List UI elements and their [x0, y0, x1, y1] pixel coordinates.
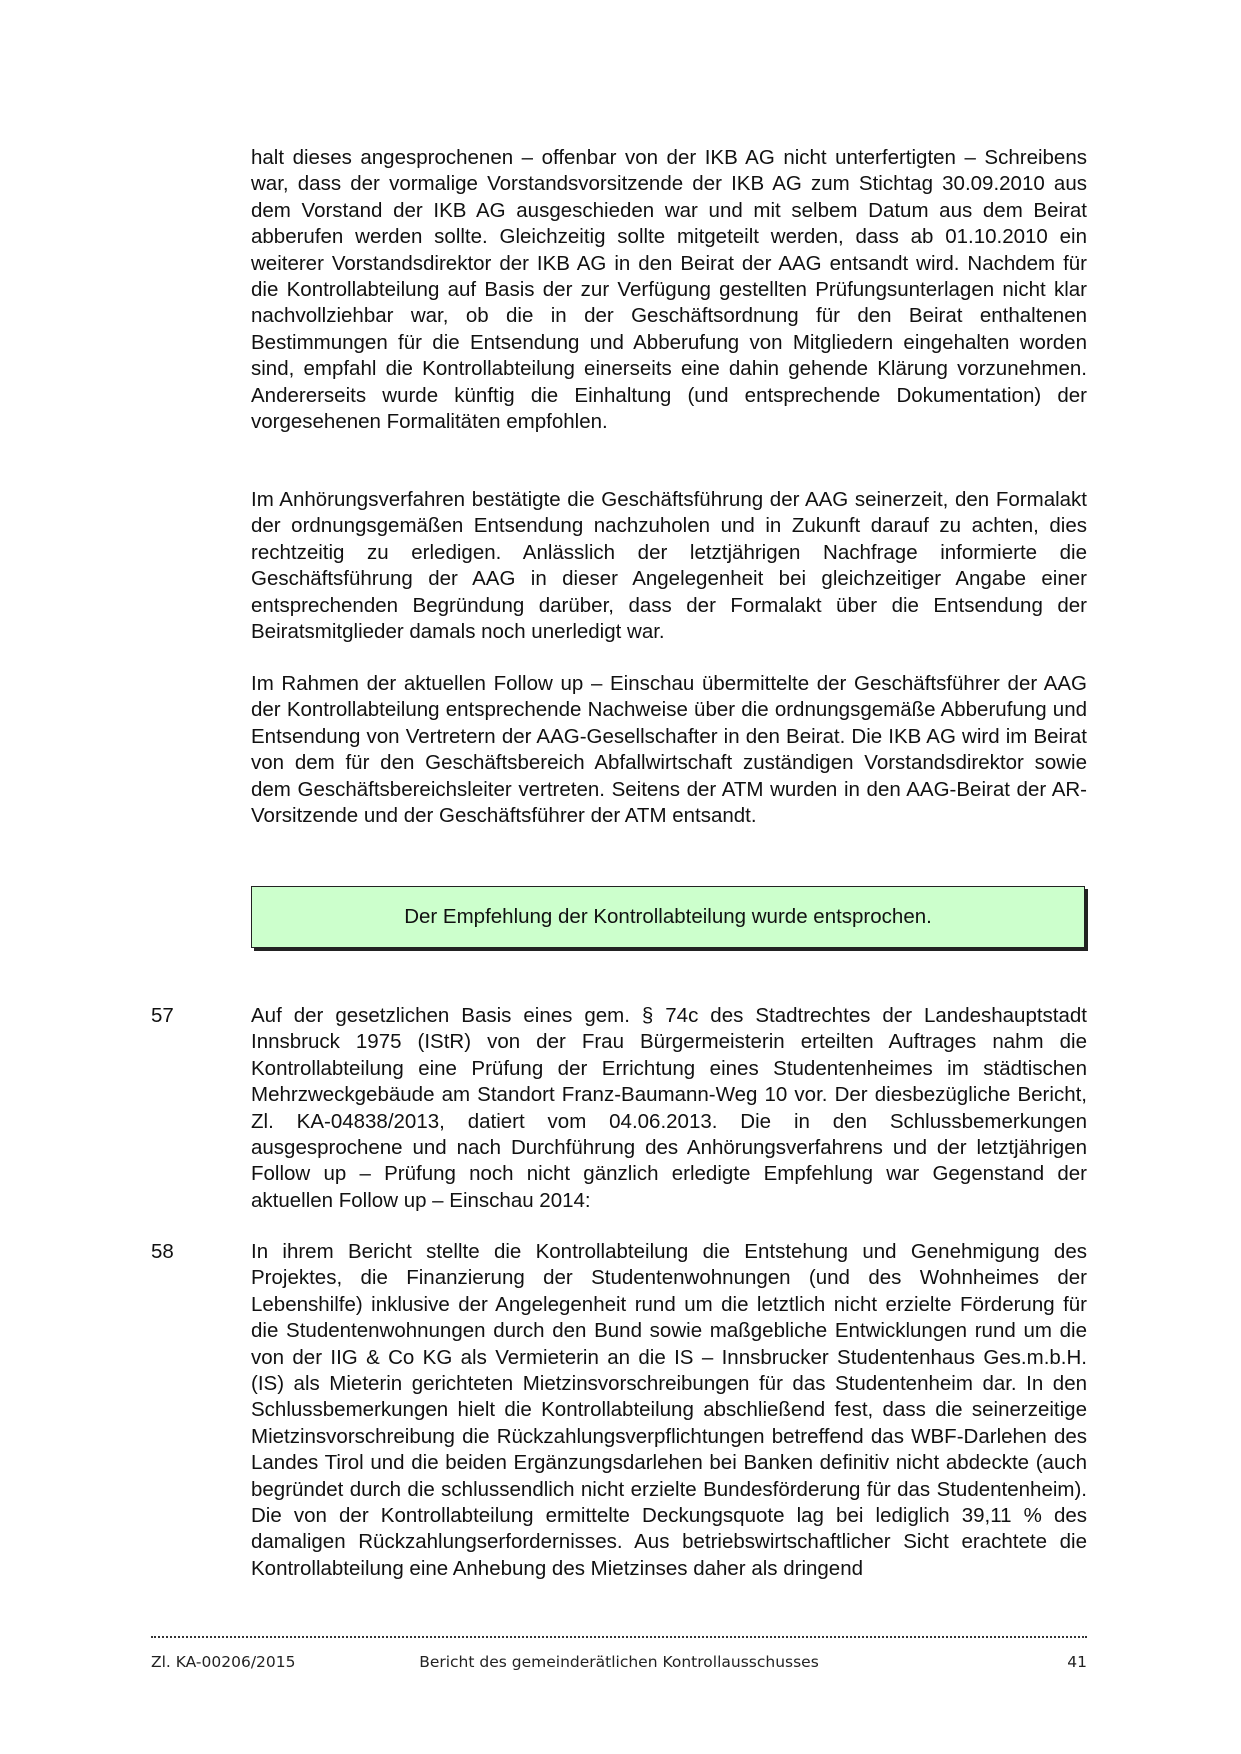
- footer-title: Bericht des gemeinderätlichen Kontrollausschusses: [419, 1653, 819, 1671]
- paragraph-3: [251, 671, 1087, 829]
- section-text: Auf der gesetzlichen Basis eines gem. § 74c des Stadtrechtes der Landeshauptstadt Innsbruck 1975 (IStR) von der Frau Bürgermeisterin erteilten Auftrages nahm die Kontrollabteilung eine Prüfung der Errichtung eines Studentenheimes im städtischen Mehrzweckgebäude am Standort Franz-Baumann-Weg 10 vor. Der diesbezügliche Bericht, Zl. KA-04838/2013, datiert vom 04.06.2013. Die in den Schlussbemerkungen ausgesprochene und nach Durchführung des Anhörungsverfahrens und der letztjährigen Follow up – Prüfung noch nicht gänzlich erledigte Empfehlung war Gegenstand der aktuellen Follow up – Einschau 2014:: [251, 1004, 1087, 1212]
- section-number: 57: [151, 1004, 174, 1027]
- footer-page-number: 41: [1067, 1653, 1087, 1671]
- paragraph-2-text: Im Anhörungsverfahren bestätigte die Geschäftsführung der AAG seinerzeit, den Formalakt der ordnungsgemäßen Entsendung nachzuholen und in Zukunft darauf zu achten, dies rechtzeitig zu erledigen. Anlässlich der letztjährigen Nachfrage informierte die Geschäftsführung der AAG in dieser Angelegenheit bei gleichzeitiger Angabe einer entsprechenden Begründung darüber, dass der Formalakt über die Entsendung der Beiratsmitglieder damals noch unerledigt war.: [251, 488, 1087, 644]
- footer-reference: Zl. KA-00206/2015: [151, 1653, 296, 1671]
- paragraph-1-text: halt dieses angesprochenen – offenbar von der IKB AG nicht unterfertigten – Schreibens war, dass der vormalige Vorstandsvorsitzende der IKB AG zum Stichtag 30.09.2010 aus dem Vorstand der IKB AG ausgeschieden war und mit selbem Datum aus dem Beirat abberufen werden sollte. Gleichzeitig sollte mitgeteilt werden, dass ab 01.10.2010 ein weiterer Vorstandsdirektor der IKB AG in den Beirat der AAG entsandt wird. Nachdem für die Kontrollabteilung auf Basis der zur Verfügung gestellten Prüfungsunterlagen nicht klar nachvollziehbar war, ob die in der Geschäftsordnung für den Beirat enthaltenen Bestimmungen für die Entsendung und Abberufung von Mitgliedern eingehalten worden sind, empfahl die Kontrollabteilung einerseits eine dahin gehende Klärung vorzunehmen. Andererseits wurde künftig die Einhaltung (und entsprechende Dokumentation) der vorgesehenen Formalitäten empfohlen.: [251, 146, 1087, 434]
- paragraph-2: [251, 487, 1087, 645]
- result-box-text: Der Empfehlung der Kontrollabteilung wurde entsprochen.: [404, 905, 932, 928]
- paragraph-3-text: Im Rahmen der aktuellen Follow up – Einschau übermittelte der Geschäftsführer der AAG der Kontrollabteilung entsprechende Nachweise über die ordnungsgemäße Abberufung und Entsendung von Vertretern der AAG-Gesellschafter in den Beirat. Die IKB AG wird im Beirat von dem für den Geschäftsbereich Abfallwirtschaft zuständigen Vorstandsdirektor sowie dem Geschäftsbereichsleiter vertreten. Seitens der ATM wurden in den AAG-Beirat der AR-Vorsitzende und der Geschäftsführer der ATM entsandt.: [251, 672, 1087, 828]
- section-number: 58: [151, 1240, 174, 1263]
- paragraph-1: [251, 145, 1087, 435]
- page-footer: [151, 1653, 1087, 1677]
- result-box: [251, 886, 1085, 948]
- footer-divider: [151, 1636, 1087, 1638]
- section-text: In ihrem Bericht stellte die Kontrollabteilung die Entstehung und Genehmigung des Projektes, die Finanzierung der Studentenwohnungen (und des Wohnheimes der Lebenshilfe) inklusive der Angelegenheit rund um die letztlich nicht erzielte Förderung für die Studentenwohnungen durch den Bund sowie maßgebliche Entwicklungen rund um die von der IIG & Co KG als Vermieterin an die IS – Innsbrucker Studentenhaus Ges.m.b.H. (IS) als Mieterin gerichteten Mietzinsvorschreibungen für das Studentenheim dar. In den Schlussbemerkungen hielt die Kontrollabteilung abschließend fest, dass die seinerzeitige Mietzinsvorschreibung die Rückzahlungsverpflichtungen betreffend das WBF-Darlehen des Landes Tirol und die beiden Ergänzungsdarlehen bei Banken definitiv nicht abdeckte (auch begründet durch die schlussendlich nicht erzielte Bundesförderung für das Studentenheim). Die von der Kontrollabteilung ermittelte Deckungsquote lag bei lediglich 39,11 % des damaligen Rückzahlungserfordernisses. Aus betriebswirtschaftlicher Sicht erachtete die Kontrollabteilung eine Anhebung des Mietzinses daher als dringend: [251, 1240, 1087, 1580]
